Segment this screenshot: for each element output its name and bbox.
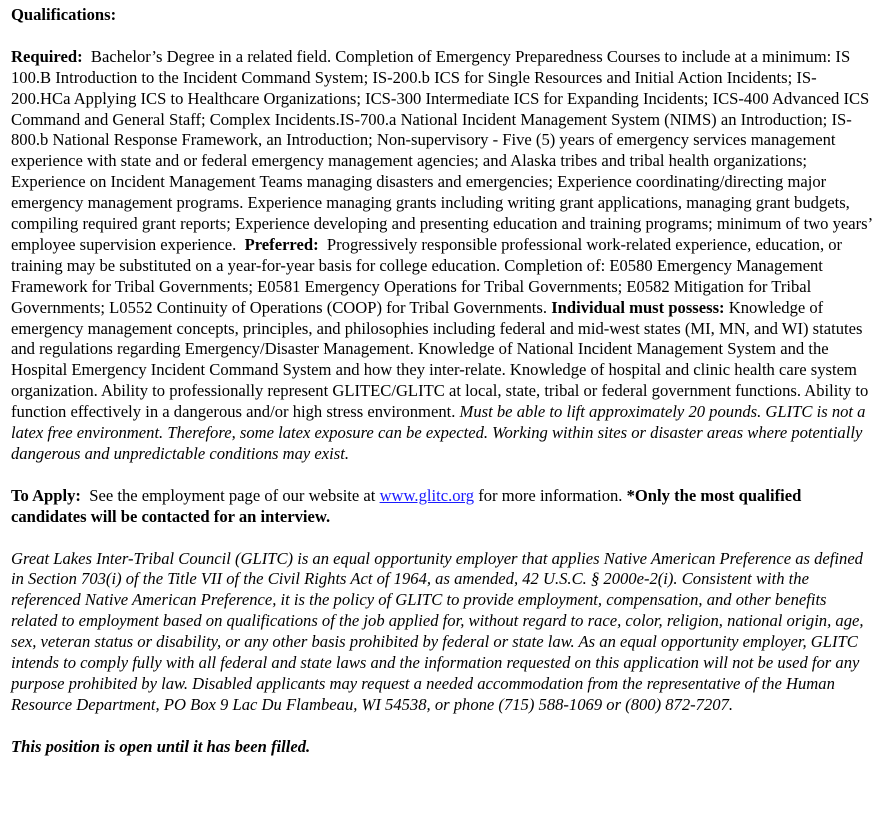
apply-text-after: for more information. — [478, 485, 623, 505]
required-label: Required: — [11, 46, 83, 66]
individual-label: Individual must possess: — [551, 297, 725, 317]
individual-text: Knowledge of emergency management concepts, principles, and philosophies including federal and mid-west states (MI, MN, and WI) statutes and regulations regarding Emergency/Disaster Management. Knowledge of National Incident Management System and the Hospital Emergency Incident Command System and how they inter-relate. Knowledge of hospital and clinic health care system organization. Ability to professionally represent GLITEC/GLITC at local, state, tribal or federal government functions. Ability to function effectively in a dangerous and/or high stress environment. — [11, 297, 869, 422]
spacer — [11, 465, 876, 486]
closing-statement: This position is open until it has been filled. — [11, 736, 311, 756]
apply-paragraph — [11, 486, 876, 528]
required-text: Bachelor’s Degree in a related field. Completion of Emergency Preparedness Courses to include at a minimum: IS 100.B Introduction to the Incident Command System; IS-200.b ICS for Single Resources and Initial Action Incidents; IS-200.HCa Applying ICS to Healthcare Organizations; ICS-300 Intermediate ICS for Expanding Incidents; ICS-400 Advanced ICS Command and General Staff; Complex Incidents.IS-700.a National Incident Management System (NIMS) an Introduction; IS-800.b National Response Framework, an Introduction; Non-supervisory - Five (5) years of emergency services management experience with state and or federal emergency management agencies; and Alaska tribes and tribal health organizations; Experience on Incident Management Teams managing disasters and emergencies; Experience coordinating/directing major emergency management programs. Experience managing grants including writing grant applications, managing grant budgets, compiling required grant reports; Experience developing and presenting education and training programs; minimum of two years’ employee supervision experience. — [11, 46, 872, 254]
preferred-text: Progressively responsible professional work-related experience, education, or training may be substituted on a year-for-year basis for college education. Completion of: E0580 Emergency Management Framework for Tribal Governments; E0581 Emergency Operations for Tribal Governments; E0582 Mitigation for Tribal Governments; L0552 Continuity of Operations (COOP) for Tribal Governments. — [11, 234, 843, 317]
preferred-label: Preferred: — [244, 234, 319, 254]
qualifications-paragraph — [11, 47, 876, 465]
apply-text-before: See the employment page of our website at — [89, 485, 376, 505]
apply-label: To Apply: — [11, 485, 81, 505]
spacer — [11, 26, 876, 47]
spacer — [11, 528, 876, 549]
spacer — [11, 716, 876, 737]
website-link[interactable]: www.glitc.org — [379, 485, 475, 505]
physical-requirements: Must be able to lift approximately 20 pounds. GLITC is not a latex free environment. Therefore, some latex exposure can be expected. Working within sites or disaster areas where potentially dangerous and unpredictable conditions may exist. — [11, 402, 866, 464]
eeo-statement: Great Lakes Inter-Tribal Council (GLITC) is an equal opportunity employer that applies Native American Preference as defined in Section 703(i) of the Title VII of the Civil Rights Act of 1964, as amended, 42 U.S.C. § 2000e-2(i). Consistent with the referenced Native American Preference, it is the policy of GLITC to provide employment, compensation, and other benefits related to employment based on qualifications of the job applied for, without regard to race, color, religion, national origin, age, sex, veteran status or disability, or any other basis prohibited by federal or state law. As an equal opportunity employer, GLITC intends to comply fully with all federal and state laws and the information requested on this application will not be used for any purpose prohibited by law. Disabled applicants may request a needed accommodation from the representative of the Human Resource Department, PO Box 9 Lac Du Flambeau, WI 54538, or phone (715) 588-1069 or (800) 872-7207. — [11, 548, 864, 714]
apply-bold-note: *Only the most qualified candidates will be contacted for an interview. — [11, 485, 802, 526]
qualifications-heading: Qualifications: — [11, 5, 117, 24]
